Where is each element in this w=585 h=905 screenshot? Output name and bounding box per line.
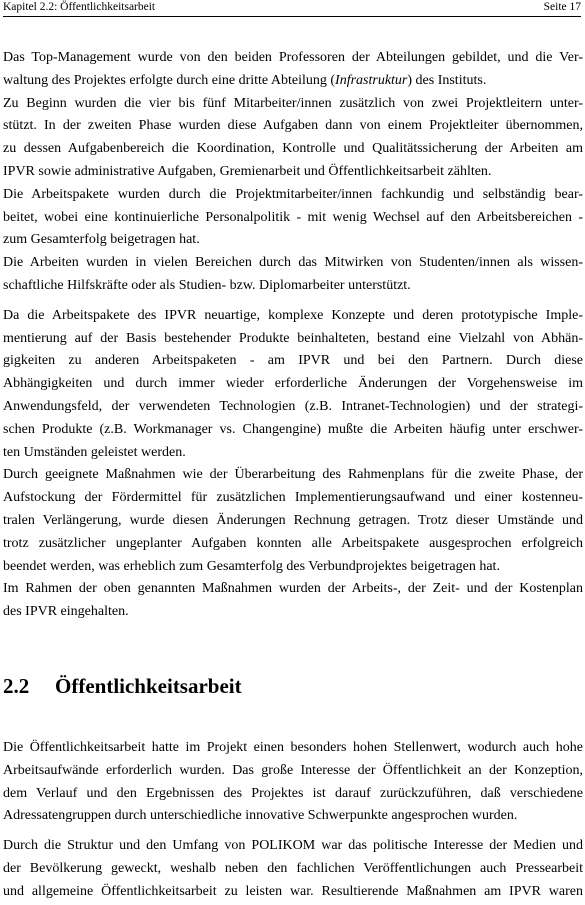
text-line: der Bevölkerung geweckt, weshalb neben den fachlichen Veröffentlichungen auch Pressearbeit (3, 860, 583, 876)
text-line: gigkeiten zu anderen Arbeitspaketen - am IPVR und bei den Partnern. Durch diese (3, 353, 583, 369)
section-title: Öffentlichkeitsarbeit (55, 674, 242, 698)
paragraph (3, 835, 583, 903)
text-line: waltung des Projektes erfolgte durch eine dritte Abteilung (Infrastruktur) des Instituts. (3, 72, 487, 88)
text-line: Die Öffentlichkeitsarbeit hatte im Projekt einen besonders hohen Stellenwert, wodurch auch hohe (3, 740, 583, 755)
paragraph (3, 578, 583, 624)
text-line: mentierung auf der Basis bestehender Produkte beinhalteten, bestand eine Vielzahl von Abhän- (3, 330, 583, 346)
text-line: tralen Verlängerung, wurde diesen Änderungen Rechnung getragen. Trotz dieser Umstände und (3, 512, 583, 528)
header-rule (3, 16, 581, 17)
text-line: zu dessen Aufgabenbereich die Koordination, Kontrolle und Qualitätssicherung der Arbeiten am (3, 141, 583, 157)
text-line: Abhängigkeiten und durch immer wieder erforderliche Änderungen der Vorgehensweise im (3, 376, 583, 392)
text-line: Die Arbeiten wurden in vielen Bereichen durch das Mitwirken von Studenten/innen als wissen- (3, 255, 583, 271)
text-line: beitet, wobei eine kontinuierliche Personalpolitik - mit wenig Wechsel auf den Arbeitsbereichen - (3, 209, 583, 225)
text-line: Anwendungsfeld, der verwendeten Technologien (z.B. Intranet-Technologien) und der strategi- (3, 398, 583, 414)
paragraph (3, 93, 583, 184)
text-line: schen Produkte (z.B. Workmanager vs. Changengine) mußte die Arbeiten häufig unter erschwer- (3, 421, 583, 437)
emphasis: Infrastruktur (335, 72, 408, 88)
text-line: Adressatengruppen durch unterschiedliche innovative Schwerpunkte angesprochen wurden. (3, 808, 518, 824)
paragraph (3, 737, 583, 828)
text-line: ten Umständen geleistet werden. (3, 444, 186, 460)
text-line: trotz zusätzlicher ungeplanter Aufgaben konnten alle Arbeitspakete ausgesprochen erfolgreich (3, 535, 583, 551)
text-line: IPVR sowie administrative Aufgaben, Gremienarbeit und Öffentlichkeitsarbeit zählten. (3, 163, 492, 179)
section-heading (3, 671, 242, 701)
text-line: Zu Beginn wurden die vier bis fünf Mitarbeiter/innen zusätzlich von zwei Projektleitern unter- (3, 95, 583, 111)
text-line: Durch geeignete Maßnahmen wie der Überarbeitung des Rahmenplans für die zweite Phase, der (3, 467, 583, 483)
text-line: Aufstockung der Fördermittel für zusätzlichen Implementierungsaufwand und einer kostenneu- (3, 490, 583, 506)
text-line: dem Verlauf und den Ergebnissen des Projektes ist darauf zurückzuführen, daß verschiedene (3, 785, 583, 801)
paragraph (3, 184, 583, 252)
text-line: Arbeitsaufwände erforderlich wurden. Das große Interesse der Öffentlichkeit an der Konzeption, (3, 762, 583, 778)
text-line: Das Top-Management wurde von den beiden Professoren der Abteilungen gebildet, und die Ver- (3, 50, 583, 65)
section-number: 2.2 (3, 674, 30, 698)
text-line: und allgemeine Öffentlichkeitsarbeit zu leisten war. Resultierende Maßnahmen am IPVR waren (3, 883, 583, 899)
paragraph (3, 464, 583, 578)
text-line: zum Gesamterfolg beigetragen hat. (3, 232, 200, 248)
header-page-number: Seite 17 (543, 1, 581, 13)
text-line: beendet werden, was erheblich zum Gesamterfolg des Verbundprojektes beigetragen hat. (3, 558, 500, 574)
section-body-text (3, 737, 583, 904)
text-line: Die Arbeitspakete wurden durch die Projektmitarbeiter/innen fachkundig und selbständig bear- (3, 186, 583, 202)
paragraph (3, 305, 583, 465)
text-line: Durch die Struktur und den Umfang von POLIKOM war das politische Interesse der Medien und (3, 838, 583, 854)
section-intro-text (3, 47, 583, 624)
paragraph (3, 252, 583, 298)
text-line: Da die Arbeitspakete des IPVR neuartige, komplexe Konzepte und deren prototypische Imple- (3, 307, 583, 323)
text-line: stützt. In der zweiten Phase wurden diese Aufgaben dann von einem Projektleiter übernommen, (3, 118, 583, 134)
text-line: Im Rahmen der oben genannten Maßnahmen wurden der Arbeits-, der Zeit- und der Kostenplan (3, 581, 583, 597)
header-chapter: Kapitel 2.2: Öffentlichkeitsarbeit (3, 1, 156, 13)
page-header (3, 0, 581, 14)
text-line: schaftliche Hilfskräfte oder als Studien- bzw. Diplomarbeiter unterstützt. (3, 277, 411, 293)
text-line: des IPVR eingehalten. (3, 604, 129, 620)
paragraph (3, 47, 583, 93)
